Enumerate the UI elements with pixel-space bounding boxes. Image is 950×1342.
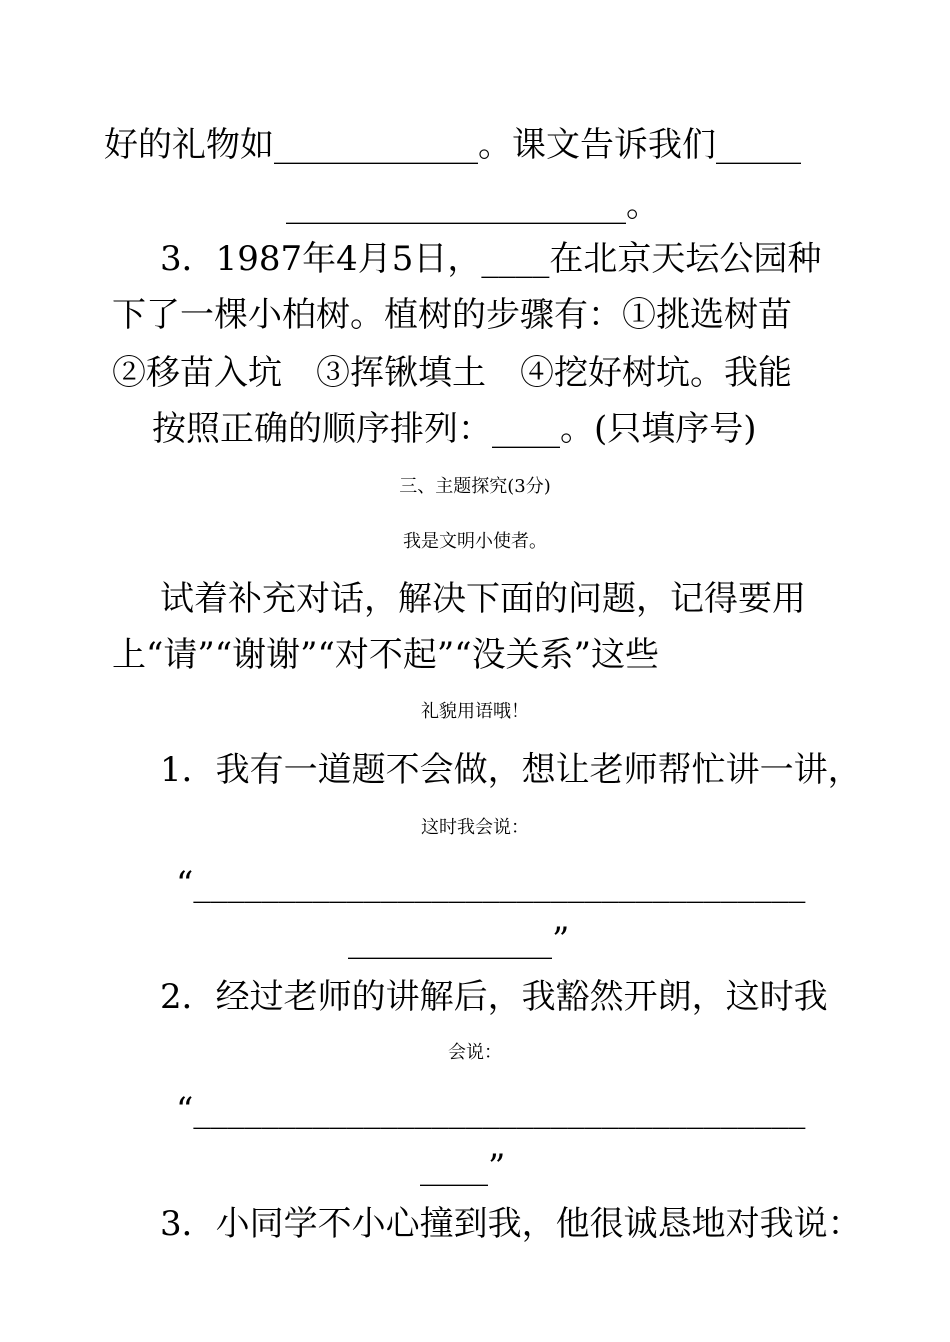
instruction-line-1: 试着补充对话，解决下面的问题，记得要用 <box>160 579 806 619</box>
text-line-2: ____________________。 <box>286 185 660 225</box>
dialogue-1-prompt-end: 这时我会说： <box>421 817 529 838</box>
dialogue-2-prompt: 2．经过老师的讲解后，我豁然开朗，这时我 <box>160 977 828 1017</box>
question-3-line-2: 下了一棵小柏树。植树的步骤有：①挑选树苗 <box>112 295 792 335</box>
instruction-line-2: 上“请”“谢谢”“对不起”“没关系”这些 <box>112 635 660 675</box>
dialogue-1-prompt: 1．我有一道题不会做，想让老师帮忙讲一讲， <box>160 750 862 790</box>
dialogue-2-answer-blank-end: ____” <box>420 1147 506 1187</box>
question-3-line-4: 按照正确的顺序排列：____。(只填序号) <box>152 409 757 449</box>
text-line-1: 好的礼物如____________。课文告诉我们_____ <box>104 125 801 165</box>
section-subtitle: 我是文明小使者。 <box>403 531 547 552</box>
dialogue-3-prompt: 3．小同学不小心撞到我，他很诚恳地对我说： <box>160 1204 862 1244</box>
dialogue-2-prompt-end: 会说： <box>448 1042 502 1063</box>
dialogue-1-answer-blank: “____________________________________ <box>176 864 806 904</box>
question-3-line-1: 3．1987年4月5日，____在北京天坛公园种 <box>160 239 822 279</box>
question-3-line-3: ②移苗入坑 ③挥锹填土 ④挖好树坑。我能 <box>112 353 792 393</box>
dialogue-2-answer-blank: “____________________________________ <box>176 1090 806 1130</box>
section-heading: 三、主题探究(3分) <box>399 476 551 497</box>
dialogue-1-answer-blank-end: ____________” <box>348 920 570 960</box>
instruction-line-3: 礼貌用语哦！ <box>421 701 529 722</box>
